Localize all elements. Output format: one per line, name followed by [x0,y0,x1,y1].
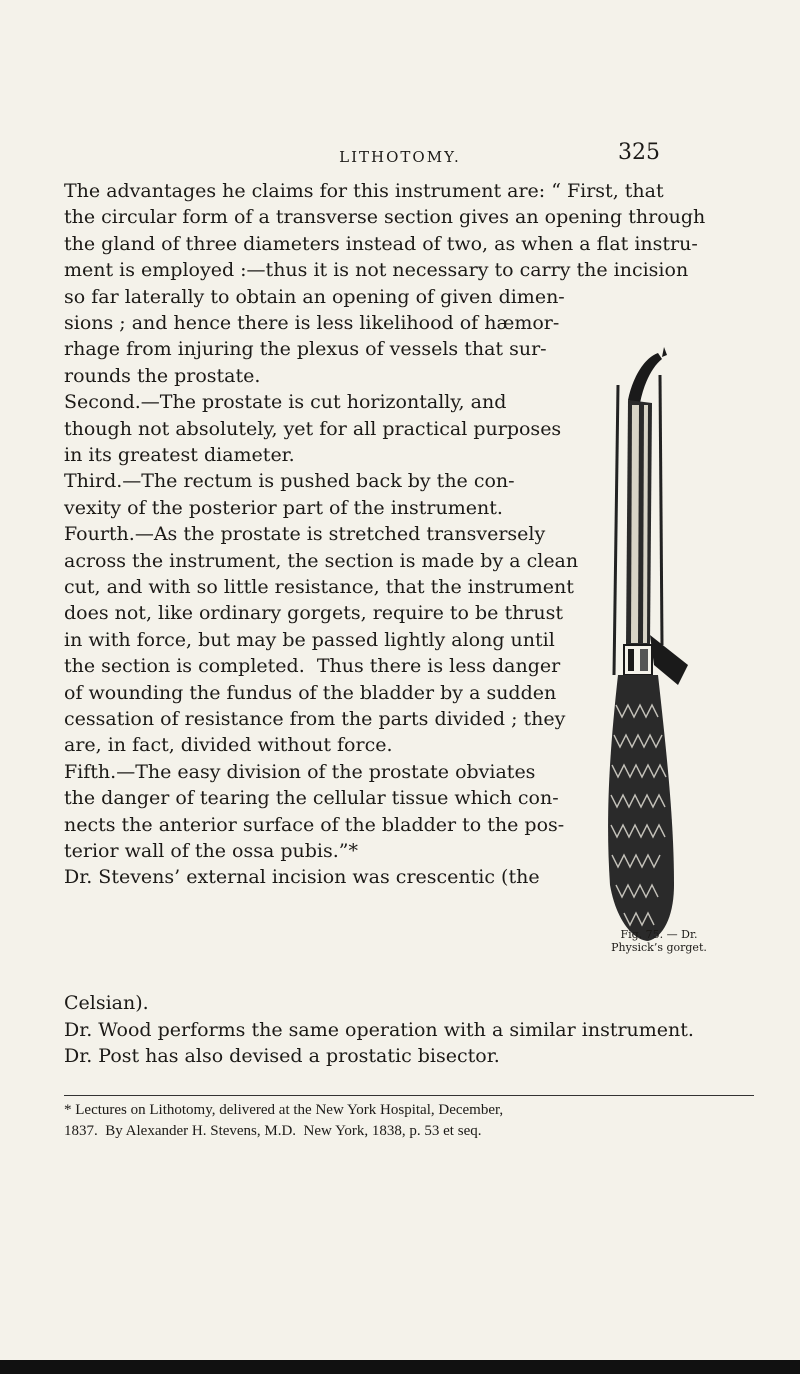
text-line: Dr. Post has also devised a prostatic bisector. [64,1045,500,1068]
gorget-drawing [588,345,698,945]
figure-caption-label: Fig. 75. — Dr. [620,928,698,941]
text-line: are, in fact, divided without force. [64,734,393,757]
text-line: the gland of three diameters instead of two, as when a flat instru- [64,232,698,255]
text-line: nects the anterior surface of the bladder to the pos- [64,813,565,836]
text-line: the danger of tearing the cellular tissue which con- [64,787,559,810]
text-line: The advantages he claims for this instrument are: “ First, that [64,180,664,202]
text-line: so far laterally to obtain an opening of given dimen- [64,285,565,308]
text-line: cessation of resistance from the parts divided ; they [64,708,566,730]
scan-edge-band [0,1360,800,1374]
text-line: rounds the prostate. [64,364,261,387]
footnote-rule [64,1095,754,1096]
gorget-illustration [588,345,698,945]
page-number: 325 [618,140,660,165]
text-line: across the instrument, the section is made by a clean [64,549,579,572]
text-line: rhage from injuring the plexus of vessels that sur- [64,338,547,361]
text-line: terior wall of the ossa pubis.”* [64,840,358,862]
text-line: though not absolutely, yet for all practical purposes [64,417,562,440]
text-line: does not, like ordinary gorgets, require to be thrust [64,602,564,625]
text-line: vexity of the posterior part of the instrument. [64,496,503,519]
text-line: the section is completed. Thus there is less danger [64,655,561,678]
text-line: Third.—The rectum is pushed back by the con- [64,470,515,493]
text-line: in with force, but may be passed lightly along until [64,628,555,651]
text-line: the circular form of a transverse section gives an opening through [64,206,706,229]
figure-caption [594,928,724,954]
text-line: of wounding the fundus of the bladder by a sudden [64,681,557,704]
footnote-line: 1837. By Alexander H. Stevens, M.D. New York, 1838, p. 53 et seq. [64,1123,482,1139]
text-line: cut, and with so little resistance, that the instrument [64,576,574,598]
text-line: Second.—The prostate is cut horizontally, and [64,391,507,414]
text-line: Dr. Stevens’ external incision was crescentic (the [64,866,540,889]
figure-caption-title: Physick’s gorget. [611,941,707,954]
text-line: ment is employed :—thus it is not necessary to carry the incision [64,259,689,282]
running-title: LITHOTOMY. [339,148,461,166]
text-line: sions ; and hence there is less likelihood of hæmor- [64,312,560,334]
footnote [64,1100,754,1142]
footnote-line: * Lectures on Lithotomy, delivered at the New York Hospital, December, [64,1102,504,1118]
text-line: Celsian). [64,992,149,1015]
text-line: Dr. Wood performs the same operation with a similar instrument. [64,1018,694,1041]
text-line: in its greatest diameter. [64,444,295,466]
text-line: Fourth.—As the prostate is stretched transversely [64,523,546,546]
text-line: Fifth.—The easy division of the prostate obviates [64,760,536,783]
